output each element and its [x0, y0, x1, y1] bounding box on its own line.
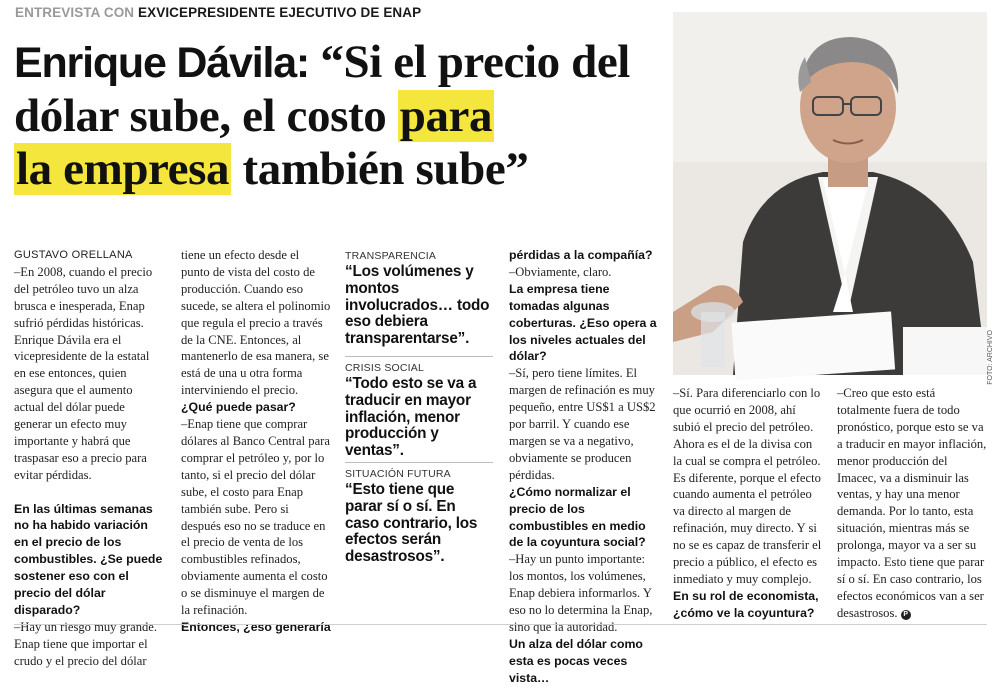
pull-quote-text: “Los volúmenes y montos involucrados… todo eso debiera transparentarse”. — [345, 263, 490, 348]
paragraph: –Enap tiene que comprar dólares al Banco Central para comprar el petróleo y, por lo tanto, si el precio del dólar sube, el costo para Enap también sube. Pero si después eso no se traduce en el precio de venta de los combustibles refinados, obviamente aumenta el costo o se disminuye el margen de la refinación. — [181, 417, 330, 618]
headline-highlight-1: para — [399, 90, 493, 142]
interview-question: ¿Cómo normalizar el precio de los combustibles en medio de la coyuntura social? — [509, 484, 646, 550]
byline: GUSTAVO ORELLANA — [14, 249, 133, 261]
kicker-subject: EXVICEPRESIDENTE EJECUTIVO DE ENAP — [138, 5, 422, 20]
pull-quote-text: “Esto tiene que parar sí o sí. En caso contrario, los efectos serán desastrosos”. — [345, 481, 478, 566]
paragraph: –Sí. Para diferenciarlo con lo que ocurrió en 2008, ahí subió el precio del petróleo. Ahora es el de la divisa con la cual se compra el petróleo. Es diferente, porque el efecto cuando aumenta el petróleo va directo al margen de refinación, muy directo. Y si no se es capaz de transferir el precio a público, el efecto es inmediato y muy complejo. — [673, 386, 822, 586]
paragraph: tiene un efecto desde el punto de vista del costo de producción. Cuando eso sucede, se altera el polinomio que regula el precio a través de la CNE. Entonces, al mantenerlo de esa manera, se está de una u otra forma interviniendo el precio. — [181, 248, 331, 398]
paragraph-text: –Creo que esto está totalmente fuera de todo pronóstico, porque esto se va a traducir en mayor inflación, menor producción del Imacec, va a disminuir las ventas, y hay una menor demanda. Por lo tanto, esta situación, mientras más se prolonga, mayor va a ser su impacto. Esto tiene que parar sí o sí. En caso contrario, los efectos económicos van a ser desastrosos. — [837, 386, 987, 620]
article-column-6 — [837, 385, 987, 622]
divider — [345, 356, 493, 357]
kicker-label: ENTREVISTA CON — [15, 5, 135, 20]
headline-text-1: “Si el precio del dólar sube, el costo — [14, 36, 630, 142]
interview-question: pérdidas a la compañía? — [509, 248, 653, 262]
interview-question: En las últimas semanas no ha habido variación en el precio de los combustibles. ¿Se puede sostener eso con el precio del dólar disparado? — [14, 501, 163, 618]
pull-quote-label: SITUACIÓN FUTURA — [345, 468, 451, 480]
paragraph: –En 2008, cuando el precio del petróleo tuvo un alza brusca e inesperada, Enap sufrió pérdidas históricas. Enrique Dávila era el vicepresidente de la estatal en ese entonces, quien asegura que el aumento actual del dólar puede generar un efecto muy importante y habrá que traspasar eso a precio para evitar pérdidas. — [14, 264, 153, 482]
kicker — [15, 5, 421, 20]
pull-quote-situacion-futura — [345, 462, 493, 566]
pull-quote-transparencia — [345, 250, 493, 348]
pull-quote-crisis-social — [345, 356, 493, 460]
interview-question: Un alza del dólar como esta es pocas veces vista… — [509, 636, 643, 685]
headline-highlight-2: la empresa — [16, 143, 230, 195]
portrait-illustration — [673, 12, 987, 375]
divider — [345, 462, 493, 463]
article-column-1 — [14, 247, 164, 670]
paragraph: –Hay un riesgo muy grande. Enap tiene que importar el crudo y el precio del dólar — [14, 619, 158, 668]
article-column-5 — [673, 385, 823, 622]
paragraph: –Obviamente, claro. — [509, 264, 612, 279]
end-mark-icon: P — [901, 610, 911, 620]
paragraph: –Hay un punto importante: los montos, los volúmenes, Enap debiera informarlos. Y eso no lo determina la Enap, sino que la autoridad. — [509, 552, 653, 634]
headline-text-2: también sube” — [231, 143, 529, 195]
article-column-4 — [509, 247, 659, 687]
headline — [14, 36, 674, 196]
interview-question: La empresa tiene tomadas algunas coberturas. ¿Eso opera a los niveles actuales del dólar? — [509, 281, 657, 364]
headline-name: Enrique Dávila: — [14, 39, 310, 87]
interview-question: En su rol de economista, ¿cómo ve la coyuntura? — [673, 588, 819, 620]
bottom-divider — [14, 624, 987, 625]
pull-quote-label: TRANSPARENCIA — [345, 250, 437, 262]
photo-credit: FOTO: ARCHIVO — [987, 330, 994, 385]
paragraph — [837, 385, 987, 622]
interviewee-photo — [673, 12, 987, 375]
interview-question: Entonces, ¿eso generaría — [181, 619, 331, 634]
pull-quote-text: “Todo esto se va a traducir en mayor inflación, menor producción y ventas”. — [345, 375, 477, 460]
interview-question: ¿Qué puede pasar? — [181, 400, 296, 415]
article-column-2 — [181, 247, 331, 636]
pull-quote-label: CRISIS SOCIAL — [345, 362, 425, 374]
paragraph: –Sí, pero tiene límites. El margen de refinación es muy pequeño, entre US$1 a US$2 por barril. Y cuando ese margen se va a negativo, obviamente se producen pérdidas. — [509, 366, 656, 482]
